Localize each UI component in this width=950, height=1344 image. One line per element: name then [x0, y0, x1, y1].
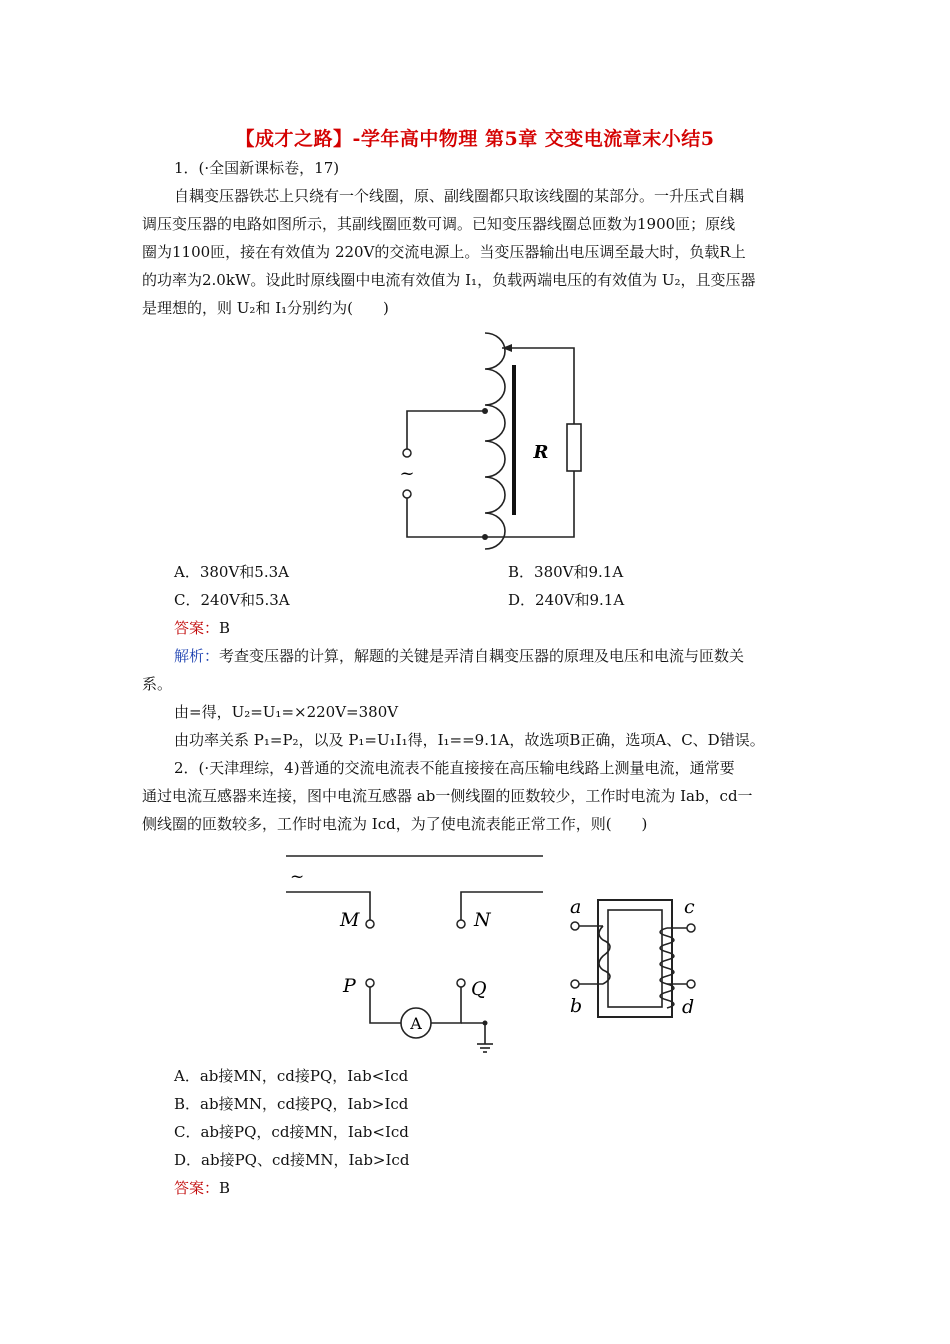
q1-body-line: 圈为1100匝，接在有效值为 220V的交流电源上。当变压器输出电压调至最大时，负载R上 — [142, 243, 746, 261]
answer-label: 答案： — [174, 1179, 220, 1197]
terminal-n-label: N — [474, 909, 491, 931]
current-transformer-diagram — [270, 850, 720, 1060]
q1-option-b: B．380V和9.1A — [508, 563, 624, 581]
q1-body-line: 是理想的，则 U₂和 I₁分别约为( ) — [142, 299, 389, 317]
q1-analysis-eq1: 由=得，U₂=U₁=×220V=380V — [174, 703, 399, 721]
q1-option-a: A．380V和5.3A — [174, 563, 289, 581]
terminal-c-label: c — [684, 896, 695, 918]
terminal-d-label: d — [682, 996, 695, 1018]
q1-option-c: C．240V和5.3A — [174, 591, 290, 609]
terminal-a-label: a — [570, 896, 582, 918]
ammeter-label: A — [410, 1014, 422, 1033]
q1-header: 1．(·全国新课标卷，17) — [174, 159, 340, 177]
answer-value: B — [219, 619, 231, 637]
q2-option-c: C．ab接PQ，cd接MN，Iab<Icd — [174, 1123, 409, 1141]
q2-body-line: 侧线圈的匝数较多，工作时电流为 Icd，为了使电流表能正常工作，则( ) — [142, 815, 648, 833]
answer-value: B — [219, 1179, 231, 1197]
resistor-label: R — [533, 442, 549, 463]
q1-analysis — [174, 642, 744, 670]
q2-body-line: 2．(·天津理综，4)普通的交流电流表不能直接接在高压输电线路上测量电流，通常要 — [174, 759, 735, 777]
q2-option-d: D．ab接PQ、cd接MN，Iab>Icd — [174, 1151, 410, 1169]
autotransformer-diagram — [390, 325, 590, 550]
q1-body-line: 的功率为2.0kW。设此时原线圈中电流有效值为 I₁，负载两端电压的有效值为 U₂，且变压器 — [142, 271, 756, 289]
page-title: 【成才之路】-学年高中物理 第5章 交变电流章末小结5 — [235, 128, 715, 150]
q1-body-line: 自耦变压器铁芯上只绕有一个线圈，原、副线圈都只取该线圈的某部分。一升压式自耦 — [174, 187, 745, 205]
q1-body-line: 调压变压器的电路如图所示，其副线圈匝数可调。已知变压器线圈总匝数为1900匝；原线 — [142, 215, 736, 233]
ac-source-symbol: ~ — [290, 867, 305, 887]
q2-option-a: A．ab接MN，cd接PQ，Iab<Icd — [174, 1067, 409, 1085]
ac-source-symbol: ~ — [399, 463, 415, 484]
q1-analysis-cont: 系。 — [142, 675, 173, 693]
q2-option-b: B．ab接MN，cd接PQ，Iab>Icd — [174, 1095, 409, 1113]
q1-analysis-eq2: 由功率关系 P₁=P₂，以及 P₁=U₁I₁得，I₁==9.1A，故选项B正确，选项A、C、D错误。 — [174, 731, 765, 749]
analysis-label: 解析： — [174, 647, 220, 665]
analysis-text: 考查变压器的计算，解题的关键是弄清自耦变压器的原理及电压和电流与匝数关 — [219, 647, 745, 665]
q1-answer — [174, 614, 230, 642]
q1-option-d: D．240V和9.1A — [508, 591, 625, 609]
q2-body-line: 通过电流互感器来连接，图中电流互感器 ab一侧线圈的匝数较少，工作时电流为 Iab，cd一 — [142, 787, 753, 805]
terminal-q-label: Q — [471, 978, 487, 1000]
terminal-p-label: P — [343, 975, 356, 997]
terminal-b-label: b — [570, 995, 583, 1017]
q2-answer — [174, 1174, 230, 1202]
answer-label: 答案： — [174, 619, 220, 637]
terminal-m-label: M — [340, 909, 360, 931]
